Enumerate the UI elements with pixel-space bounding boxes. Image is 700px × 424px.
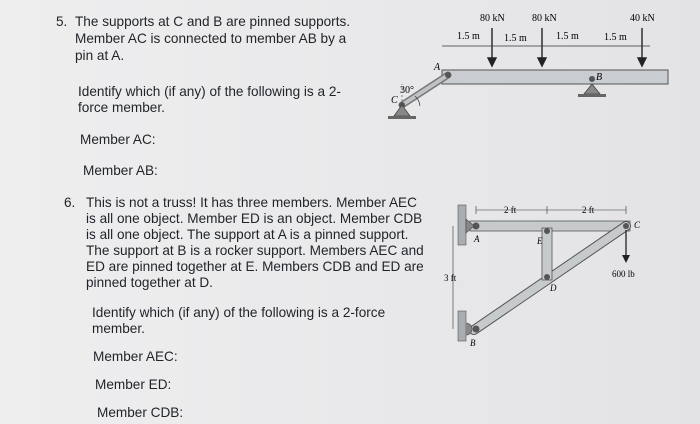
q5-support-b [584, 84, 600, 94]
q5-label-c: C [391, 95, 398, 106]
q5-beam-ab [442, 70, 668, 84]
q5-identify-line-1: Identify which (if any) of the following is a 2- [78, 84, 341, 99]
q6-text-line-2: is all one object. Member ED is an object. Member CDB [86, 211, 423, 226]
q5-figure [380, 0, 680, 125]
q6-text-line-4: The support at B is a rocker support. Members AEC and [86, 243, 424, 258]
q6-member-cdb: Member CDB: [97, 405, 184, 420]
q6-label-c: C [634, 220, 641, 230]
q5-load-1: 80 kN [480, 13, 505, 24]
q5-text-line-3: pin at A. [75, 48, 125, 63]
q5-label-b: B [596, 72, 603, 83]
q5-spacing-3: 1.5 m [556, 31, 579, 42]
q5-support-c [394, 105, 410, 116]
q6-figure [440, 195, 670, 355]
q6-label-e: E [537, 236, 543, 246]
q5-text-line-2: Member AC is connected to member AB by a [75, 31, 347, 46]
q5-spacing-2: 1.5 m [504, 33, 527, 44]
q6-text-line-3: is all one object. The support at A is a pinned support. [86, 227, 409, 242]
q6-member-ed-bar [542, 228, 552, 280]
q5-member-ab: Member AB: [83, 163, 158, 178]
q5-pin-a [445, 72, 451, 78]
q5-text-line-1: The supports at C and B are pinned supports. [75, 14, 351, 29]
q6-label-d: D [550, 283, 557, 293]
q6-identify-line-1: Identify which (if any) of the following is a 2-force [92, 305, 386, 320]
q5-spacing-1: 1.5 m [457, 31, 480, 42]
q6-pin-e [544, 228, 550, 234]
q6-dim-h2: 2 ft [582, 205, 595, 215]
q6-pin-c [623, 223, 629, 229]
q5-member-ac: Member AC: [80, 132, 156, 147]
q5-angle-label: 30° [400, 85, 414, 96]
q6-pin-d [544, 274, 550, 280]
q6-text-line-6: pinned together at D. [86, 275, 213, 290]
q6-text-line-5: ED are pinned together at E. Members CDB and ED are [86, 259, 424, 274]
q5-number: 5. [56, 14, 68, 29]
q6-label-b: B [470, 338, 476, 348]
q6-pin-b [473, 326, 480, 333]
q5-label-a: A [434, 62, 441, 73]
q6-identify-line-2: member. [92, 321, 145, 336]
q6-load-label: 600 lb [612, 269, 635, 279]
q5-load-3: 40 kN [630, 13, 655, 24]
q6-dim-h1: 2 ft [504, 205, 517, 215]
q6-member-aec: Member AEC: [93, 349, 178, 364]
q6-label-a: A [474, 234, 480, 244]
q5-spacing-4: 1.5 m [604, 32, 627, 43]
q5-identify-line-2: force member. [78, 100, 165, 115]
q6-text-line-1: This is not a truss! It has three members. Member AEC [86, 195, 417, 210]
q6-number: 6. [64, 195, 76, 210]
q6-member-ed: Member ED: [95, 377, 172, 392]
q5-load-2: 80 kN [532, 13, 557, 24]
q6-dim-v: 3 ft [444, 273, 457, 283]
